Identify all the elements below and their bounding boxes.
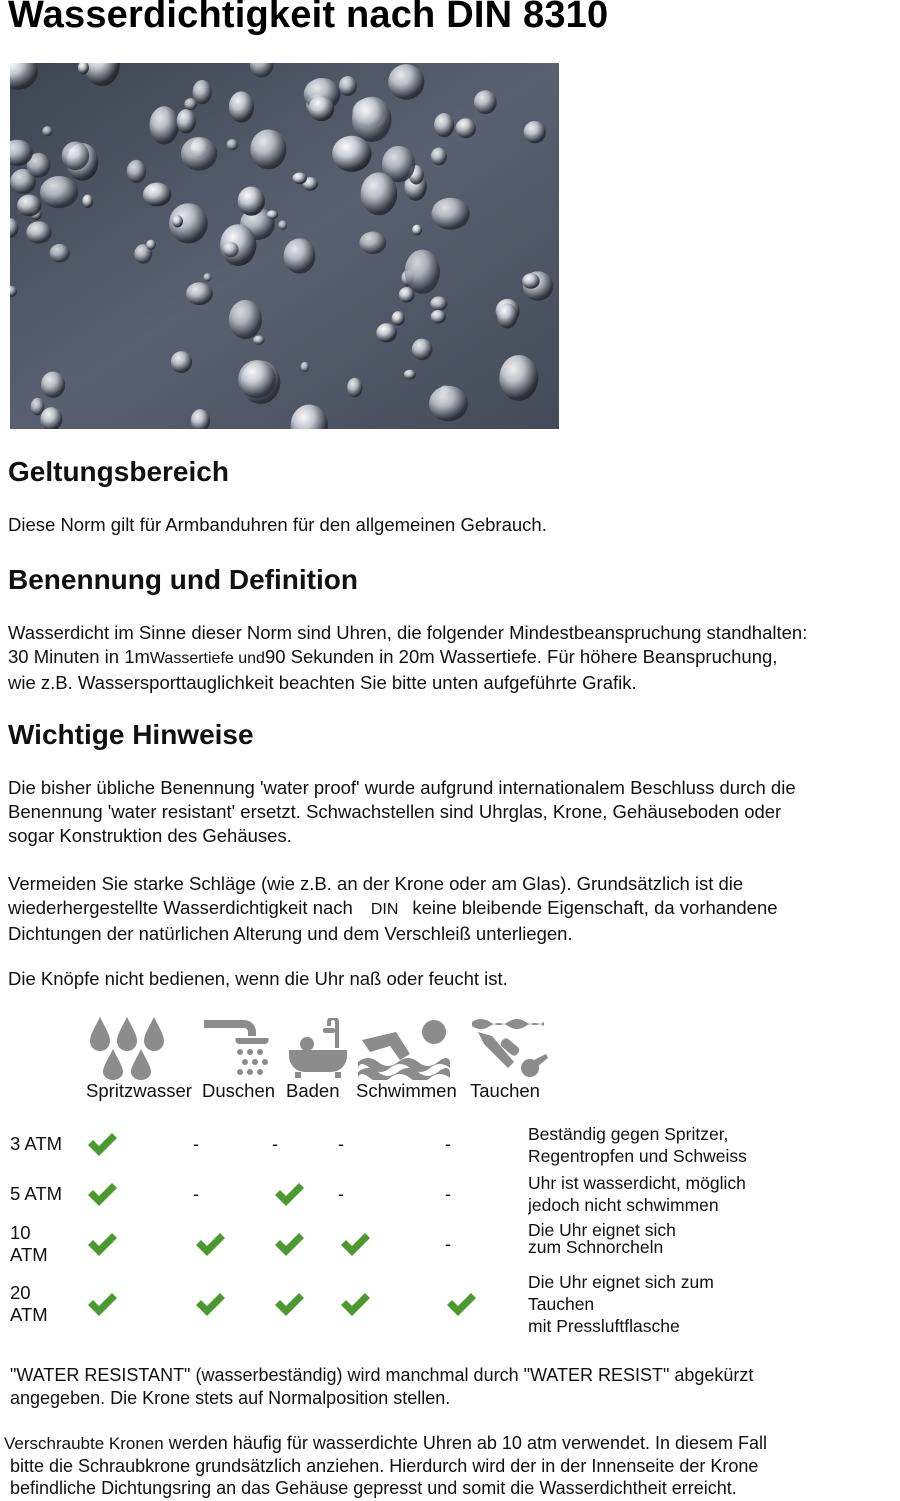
column-header-baden: Baden	[286, 1080, 340, 1101]
text-fragment: DIN	[370, 901, 399, 918]
dash-mark: -	[445, 1134, 451, 1154]
water-droplet	[184, 98, 197, 110]
definition-line	[8, 645, 807, 671]
diver-icon	[470, 1016, 550, 1080]
text-fragment: Wassertiefe und	[149, 650, 265, 667]
water-droplet	[399, 287, 415, 303]
description-line: mit Pressluftflasche	[528, 1316, 680, 1336]
water-droplet	[42, 126, 53, 136]
water-droplet	[62, 142, 90, 171]
row-description-3atm	[528, 1123, 768, 1167]
section-heading-definition: Benennung und Definition	[8, 564, 358, 595]
water-droplet	[150, 106, 179, 144]
water-droplet	[40, 176, 78, 208]
text-fragment: Verschraubte Kronen	[4, 1434, 164, 1453]
water-droplet	[332, 136, 371, 172]
water-droplet	[229, 91, 254, 122]
water-droplet	[412, 339, 433, 361]
water-droplet	[50, 244, 70, 263]
water-droplet	[524, 121, 546, 143]
check-icon	[273, 1291, 305, 1317]
atm-rating-10	[10, 1222, 48, 1266]
text-fragment: werden häufig für wasserdichte Uhren ab 10 atm verwendet. In diesem Fall	[168, 1433, 768, 1453]
notes-line	[8, 896, 778, 922]
water-droplet	[267, 210, 278, 219]
description-line: Regentropfen und Schweiss	[528, 1146, 747, 1166]
atm-label: ATM	[10, 1244, 48, 1265]
footer-paragraph-1	[10, 1364, 753, 1410]
water-droplet	[347, 378, 362, 398]
footer-paragraph-2	[4, 1432, 767, 1499]
notes-line: Vermeiden Sie starke Schläge (wie z.B. an der Krone oder am Glas). Grundsätzlich ist die	[8, 873, 744, 894]
row-description-5atm	[528, 1172, 768, 1216]
water-droplet	[172, 215, 183, 227]
notes-paragraph-1	[8, 776, 796, 848]
water-droplet	[434, 113, 454, 137]
atm-label: 5 ATM	[10, 1183, 63, 1204]
water-droplet	[293, 173, 307, 185]
water-droplet	[499, 355, 538, 401]
atm-label: 10	[10, 1222, 31, 1243]
check-icon	[194, 1231, 226, 1257]
water-droplet	[309, 96, 335, 122]
water-droplet	[301, 362, 310, 373]
description-line: Die Uhr eignet sich	[528, 1222, 676, 1240]
water-droplet	[376, 323, 397, 342]
water-droplet	[361, 172, 398, 215]
row-description-10atm	[528, 1222, 768, 1256]
water-droplet	[456, 118, 477, 138]
atm-label: 3 ATM	[10, 1133, 63, 1154]
dash-mark: -	[338, 1134, 344, 1154]
water-droplet	[250, 129, 286, 169]
water-droplet	[82, 195, 93, 209]
water-droplet	[127, 160, 146, 183]
description-line: Die Uhr eignet sich zum	[528, 1272, 714, 1292]
atm-label: ATM	[10, 1304, 48, 1325]
dash-mark: -	[338, 1184, 344, 1204]
column-header-schwimmen: Schwimmen	[356, 1080, 457, 1101]
water-droplet	[223, 242, 239, 257]
water-droplet	[352, 97, 392, 142]
water-droplet	[405, 250, 440, 294]
water-droplets-photo	[10, 63, 559, 429]
bathtub-icon	[287, 1018, 349, 1080]
check-icon	[86, 1181, 118, 1207]
atm-label: 20	[10, 1282, 31, 1303]
swimmer-icon	[356, 1018, 452, 1080]
scope-text: Diese Norm gilt für Armbanduhren für den allgemeinen Gebrauch.	[8, 514, 547, 535]
water-droplet	[146, 240, 156, 250]
definition-line: Wasserdicht im Sinne dieser Norm sind Uhren, die folgender Mindestbeanspruchung standhalten:	[8, 622, 808, 643]
page-title: Wasserdichtigkeit nach DIN 8310	[8, 0, 609, 36]
column-header-tauchen: Tauchen	[470, 1080, 540, 1101]
column-header-duschen: Duschen	[202, 1080, 276, 1101]
water-droplet	[522, 273, 540, 288]
atm-rating-5	[10, 1183, 62, 1205]
water-droplet	[359, 232, 386, 255]
section-heading-scope: Geltungsbereich	[8, 456, 229, 487]
water-droplet	[238, 187, 265, 216]
water-droplet	[143, 183, 171, 207]
footer-line	[4, 1432, 767, 1455]
text-fragment: wiederhergestellte Wasserdichtigkeit nach	[8, 897, 353, 918]
footer-line: befindliche Dichtungsring an das Gehäuse gepresst und somit die Wasserdichtheit erreicht.	[10, 1478, 737, 1498]
description-line: Tauchen	[528, 1294, 595, 1314]
footer-line: bitte die Schraubkrone grundsätzlich anziehen. Hierdurch wird der in der Innenseite der Krone	[10, 1456, 759, 1476]
description-line: Beständig gegen Spritzer,	[528, 1124, 729, 1144]
water-droplet	[431, 148, 447, 166]
water-droplet	[41, 372, 65, 398]
check-icon	[273, 1181, 305, 1207]
water-droplet	[431, 310, 446, 324]
notes-paragraph-3: Die Knöpfe nicht bedienen, wenn die Uhr naß oder feucht ist.	[8, 968, 508, 989]
water-droplet	[430, 296, 447, 310]
water-droplet	[253, 335, 264, 344]
shower-icon	[202, 1016, 272, 1078]
check-icon	[445, 1291, 477, 1317]
water-droplet	[238, 360, 276, 398]
water-droplet	[17, 195, 41, 217]
notes-line: Dichtungen der natürlichen Alterung und dem Verschleiß unterliegen.	[8, 923, 573, 944]
text-fragment: keine bleibende Eigenschaft, da vorhandene	[412, 897, 778, 918]
water-droplet	[227, 139, 238, 150]
atm-rating-20	[10, 1282, 48, 1326]
water-droplet	[429, 386, 468, 422]
water-droplet	[26, 221, 51, 243]
notes-paragraph-2	[8, 872, 778, 946]
notes-line: Benennung 'water resistant' ersetzt. Schwachstellen sind Uhrglas, Krone, Gehäuseboden oder	[8, 801, 782, 822]
dash-mark: -	[272, 1134, 278, 1154]
water-droplet	[412, 225, 422, 236]
row-description-20atm	[528, 1271, 768, 1337]
check-icon	[273, 1231, 305, 1257]
dash-mark: -	[445, 1234, 451, 1254]
atm-rating-3	[10, 1133, 62, 1155]
check-icon	[194, 1291, 226, 1317]
dash-mark: -	[193, 1134, 199, 1154]
water-droplet	[278, 220, 287, 230]
check-icon	[86, 1291, 118, 1317]
dash-mark: -	[445, 1184, 451, 1204]
water-drops-icon	[86, 1015, 168, 1081]
water-droplet	[432, 198, 470, 230]
water-droplet	[186, 282, 213, 305]
water-droplet	[203, 273, 211, 281]
water-droplet	[388, 64, 424, 100]
description-line: Uhr ist wasserdicht, möglich	[528, 1173, 746, 1193]
definition-line: wie z.B. Wassersporttauglichkeit beachten Sie bitte unten aufgeführte Grafik.	[8, 672, 637, 693]
water-droplet	[392, 311, 405, 326]
description-line: jedoch nicht schwimmen	[528, 1195, 719, 1215]
water-droplet	[339, 76, 357, 96]
text-fragment: 90 Sekunden in 20m Wassertiefe. Für höhere Beanspruchung,	[264, 646, 778, 667]
water-droplet	[181, 137, 217, 171]
water-droplet	[474, 90, 497, 114]
notes-line: Die bisher übliche Benennung 'water proof' wurde aufgrund internationalem Beschluss durch die	[8, 777, 796, 798]
definition-text	[8, 621, 807, 695]
check-icon	[86, 1231, 118, 1257]
section-heading-notes: Wichtige Hinweise	[8, 719, 254, 750]
water-droplet	[404, 370, 416, 380]
check-icon	[339, 1231, 371, 1257]
footer-line: "WATER RESISTANT" (wasserbeständig) wird manchmal durch "WATER RESIST" abgekürzt	[10, 1365, 754, 1385]
water-droplet	[229, 300, 262, 339]
check-icon	[339, 1291, 371, 1317]
water-droplet	[284, 238, 316, 273]
water-droplet	[177, 109, 196, 133]
dash-mark: -	[193, 1184, 199, 1204]
column-header-spritzwasser: Spritzwasser	[86, 1080, 192, 1101]
footer-line: angegeben. Die Krone stets auf Normalposition stellen.	[10, 1388, 451, 1408]
check-icon	[86, 1131, 118, 1157]
water-droplet	[497, 303, 517, 328]
notes-line: sogar Konstruktion des Gehäuses.	[8, 825, 292, 846]
description-line: zum Schnorcheln	[528, 1237, 664, 1256]
water-droplet	[171, 351, 192, 373]
text-fragment: 30 Minuten in 1m	[8, 646, 150, 667]
